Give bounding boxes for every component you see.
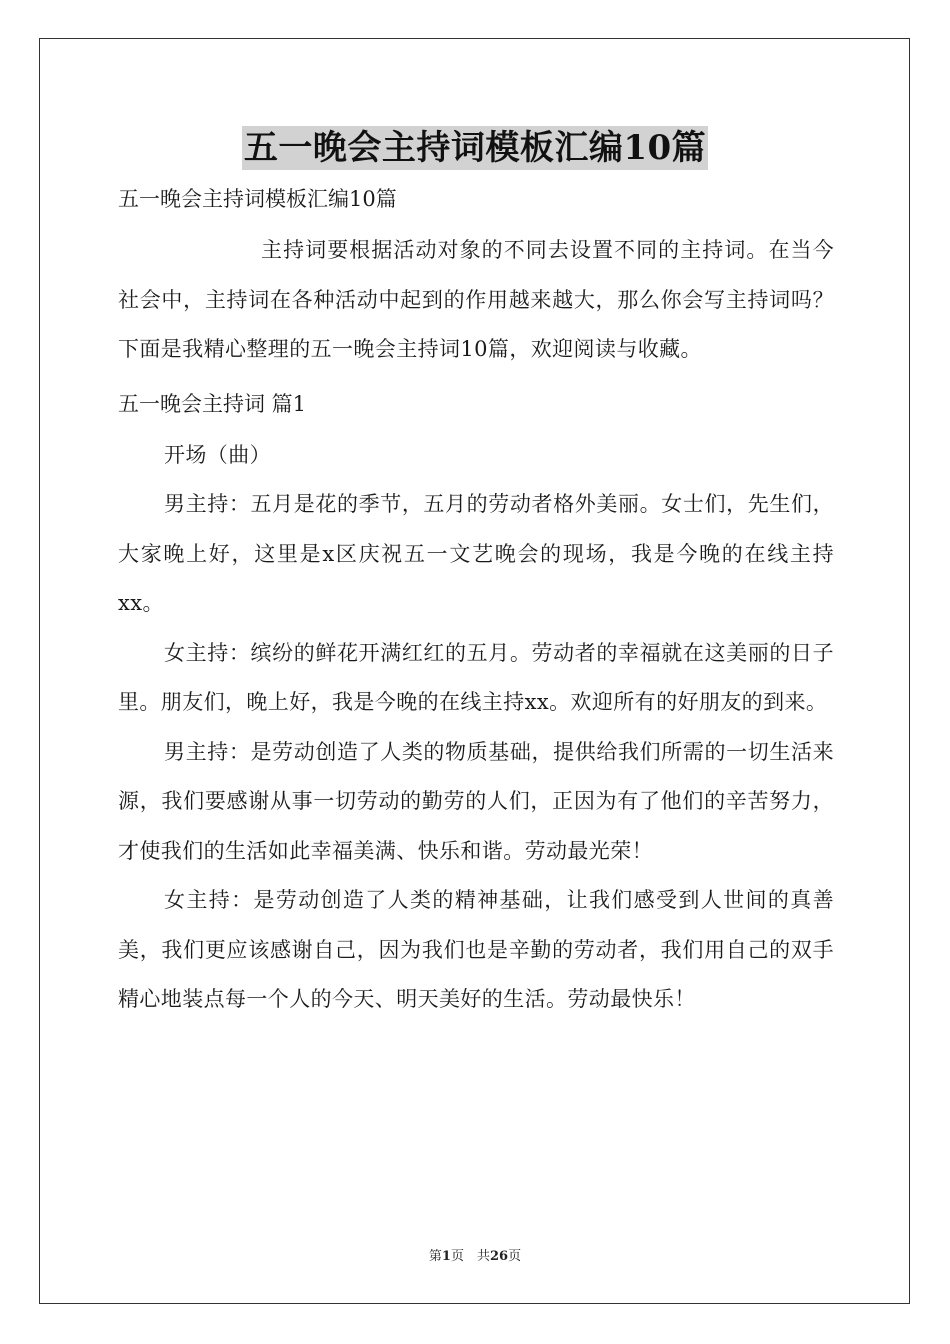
- section-heading: 五一晚会主持词 篇1: [118, 391, 307, 416]
- paragraph-female-host-1: 女主持：缤纷的鲜花开满红红的五月。劳动者的幸福就在这美丽的日子里。朋友们，晚上好，我是今晚的在线主持xx。欢迎所有的好朋友的到来。: [118, 640, 834, 714]
- paragraph-opening: 开场（曲）: [164, 442, 271, 467]
- footer-prefix: 第: [428, 1249, 442, 1264]
- document-body: [118, 180, 834, 1025]
- document-title: 五一晚会主持词模板汇编10篇: [243, 128, 707, 168]
- footer-suffix: 页: [508, 1249, 522, 1264]
- intro-paragraph: 主持词要根据活动对象的不同去设置不同的主持词。在当今社会中，主持词在各种活动中起到的作用越来越大，那么你会写主持词吗？下面是我精心整理的五一晚会主持词10篇，欢迎阅读与收藏。: [118, 238, 834, 361]
- paragraph-male-host-2: 男主持：是劳动创造了人类的物质基础，提供给我们所需的一切生活来源，我们要感谢从事一切劳动的勤劳的人们，正因为有了他们的辛苦努力，才使我们的生活如此幸福美满、快乐和谐。劳动最光荣！: [118, 739, 834, 863]
- page-footer: [0, 1248, 950, 1266]
- footer-total-pages: 26: [489, 1249, 509, 1264]
- title-container: [0, 126, 950, 170]
- footer-current-page: 1: [441, 1249, 451, 1264]
- footer-mid: 页 共: [450, 1249, 490, 1264]
- document-subtitle: 五一晚会主持词模板汇编10篇: [118, 187, 397, 211]
- paragraph-male-host-1: 男主持：五月是花的季节，五月的劳动者格外美丽。女士们，先生们，大家晚上好，这里是x区庆祝五一文艺晚会的现场，我是今晚的在线主持xx。: [118, 492, 834, 615]
- paragraph-female-host-2: 女主持：是劳动创造了人类的精神基础，让我们感受到人世间的真善美，我们更应该感谢自己，因为我们也是辛勤的劳动者，我们用自己的双手精心地装点每一个人的今天、明天美好的生活。劳动最快乐！: [118, 888, 834, 1011]
